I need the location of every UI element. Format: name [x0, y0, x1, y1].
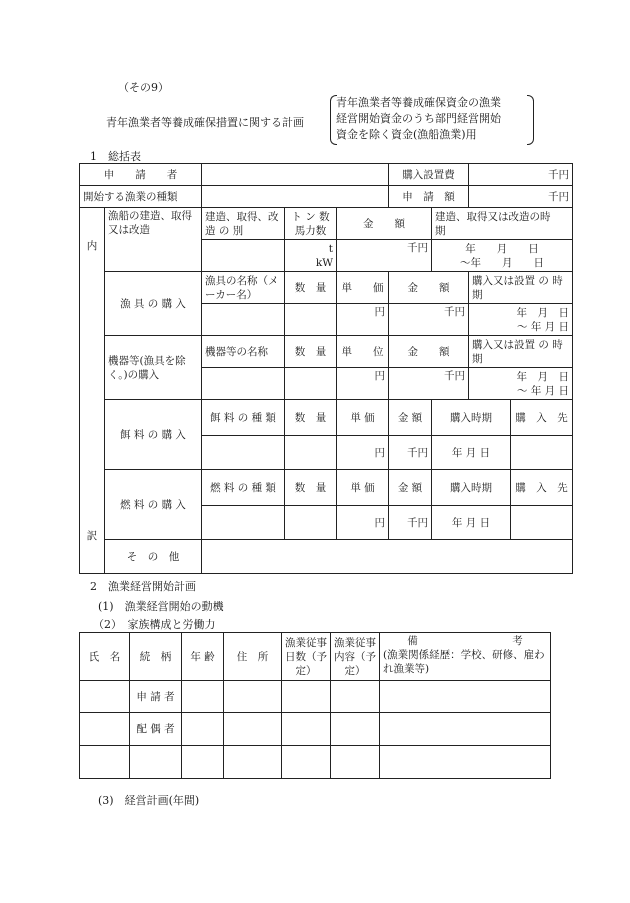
family-remarks-3[interactable]: [380, 746, 551, 779]
gear-qty-field[interactable]: [285, 304, 337, 336]
family-relation-applicant: 申 請 者: [130, 681, 182, 713]
section2-sub2: （2） 家族構成と労働力: [93, 618, 216, 631]
section2-heading: 2 漁業経営開始計画: [90, 580, 196, 593]
family-work-2[interactable]: [331, 713, 380, 746]
equip-col-unit: 単 位: [337, 336, 389, 368]
ship-col-type: 建造、取得、改 造 の 別: [202, 208, 285, 240]
family-days-1[interactable]: [282, 681, 331, 713]
bracket-line-2: 経営開始資金のうち部門経営開始: [336, 112, 501, 125]
equip-col-period: 購入又は設置 の 時 期: [469, 336, 573, 368]
applicability-bracket: [330, 95, 530, 145]
ship-type-field[interactable]: [202, 240, 285, 272]
feed-col-price: 単 価: [337, 400, 389, 436]
remarks-note: (漁業関係経歴：学校、研修、雇われ漁業等): [383, 649, 545, 675]
family-col-age: 年 齢: [182, 633, 224, 681]
equipment-label: 機器等(漁具を除く。)の購入: [105, 336, 202, 400]
equip-unit-field[interactable]: 円: [337, 368, 389, 400]
fuel-col-amount: 金 額: [389, 470, 432, 506]
ship-col-tonnage: ト ン 数 馬力数: [285, 208, 337, 240]
fuel-col-vendor: 購 入 先: [511, 470, 573, 506]
family-days-2[interactable]: [282, 713, 331, 746]
other-label: そ の 他: [105, 540, 202, 574]
plan-title: 青年漁業者等養成確保措置に関する計画: [106, 116, 304, 129]
family-col-address: 住 所: [224, 633, 282, 681]
fuel-price-field[interactable]: 円: [337, 506, 389, 540]
feed-amount-field[interactable]: 千円: [389, 436, 432, 470]
family-age-1[interactable]: [182, 681, 224, 713]
family-age-3[interactable]: [182, 746, 224, 779]
family-relation-spouse: 配 偶 者: [130, 713, 182, 746]
family-col-remarks: 備 考 (漁業関係経歴：学校、研修、雇われ漁業等): [380, 633, 551, 681]
family-address-3[interactable]: [224, 746, 282, 779]
fuel-col-qty: 数 量: [285, 470, 337, 506]
part-number: （その9）: [118, 81, 169, 94]
equip-col-name: 機器等の名称: [202, 336, 285, 368]
feed-col-vendor: 購 入 先: [511, 400, 573, 436]
ship-label: 漁船の建造、取得又は改造: [105, 208, 202, 272]
fuel-kind-field[interactable]: [202, 506, 285, 540]
fuel-amount-field[interactable]: 千円: [389, 506, 432, 540]
applicant-label: 申 請 者: [80, 164, 202, 186]
family-work-3[interactable]: [331, 746, 380, 779]
gear-col-qty: 数 量: [285, 272, 337, 304]
fuel-qty-field[interactable]: [285, 506, 337, 540]
gear-amount-field[interactable]: 千円: [389, 304, 469, 336]
fuel-vendor-field[interactable]: [511, 506, 573, 540]
fuel-col-kind: 燃 料 の 種 類: [202, 470, 285, 506]
family-remarks-1[interactable]: [380, 681, 551, 713]
family-relation-3[interactable]: [130, 746, 182, 779]
fishery-type-label: 開始する漁業の種類: [80, 186, 202, 208]
family-col-relation: 続 柄: [130, 633, 182, 681]
family-address-2[interactable]: [224, 713, 282, 746]
feed-label: 餌 料 の 購 入: [105, 400, 202, 470]
summary-table: [79, 163, 604, 574]
gear-col-period: 購入又は設置 の 時 期: [469, 272, 573, 304]
ship-period-field[interactable]: 年 月 日 ～年 月 日: [432, 240, 573, 272]
family-remarks-2[interactable]: [380, 713, 551, 746]
gear-col-price: 単 価: [337, 272, 389, 304]
gear-col-name: 漁具の名称（メーカー名）: [202, 272, 285, 304]
feed-col-time: 購入時期: [432, 400, 511, 436]
ship-col-period: 建造、取得又は改造の時 期: [432, 208, 573, 240]
family-age-2[interactable]: [182, 713, 224, 746]
applicant-field[interactable]: [202, 164, 389, 186]
feed-time-field[interactable]: 年 月 日: [432, 436, 511, 470]
equip-col-amount: 金 額: [389, 336, 469, 368]
gear-label: 漁 具 の 購 入: [105, 272, 202, 336]
purchase-cost-unit[interactable]: 千円: [469, 164, 573, 186]
family-name-2[interactable]: [80, 713, 130, 746]
family-address-1[interactable]: [224, 681, 282, 713]
fishery-type-field[interactable]: [202, 186, 389, 208]
breakdown-label: 内 訳: [80, 208, 105, 574]
feed-col-kind: 餌 料 の 種 類: [202, 400, 285, 436]
family-col-days: 漁業従事日数（予定）: [282, 633, 331, 681]
other-field[interactable]: [202, 540, 573, 574]
feed-qty-field[interactable]: [285, 436, 337, 470]
family-col-work: 漁業従事内容（予定）: [331, 633, 380, 681]
bracket-line-3: 資金を除く資金(漁船漁業)用: [336, 128, 477, 141]
fuel-time-field[interactable]: 年 月 日: [432, 506, 511, 540]
equip-amount-field[interactable]: 千円: [389, 368, 469, 400]
feed-col-amount: 金 額: [389, 400, 432, 436]
gear-period-field[interactable]: 年 月 日 ～ 年 月 日: [469, 304, 573, 336]
section2-sub3: (3) 経営計画(年間): [98, 794, 200, 807]
bracket-line-1: 青年漁業者等養成確保資金の漁業: [336, 96, 501, 109]
family-work-1[interactable]: [331, 681, 380, 713]
equip-name-field[interactable]: [202, 368, 285, 400]
purchase-cost-label: 購入設置費: [389, 164, 469, 186]
section1-heading: 1 総括表: [90, 150, 141, 163]
section2-sub1: (1) 漁業経営開始の動機: [98, 600, 224, 613]
feed-vendor-field[interactable]: [511, 436, 573, 470]
family-name-1[interactable]: [80, 681, 130, 713]
ship-amount-field[interactable]: 千円: [337, 240, 432, 272]
feed-col-qty: 数 量: [285, 400, 337, 436]
applied-amount-unit[interactable]: 千円: [469, 186, 573, 208]
gear-price-field[interactable]: 円: [337, 304, 389, 336]
gear-name-field[interactable]: [202, 304, 285, 336]
applied-amount-label: 申 請 額: [389, 186, 469, 208]
ship-col-amount: 金 額: [337, 208, 432, 240]
family-days-3[interactable]: [282, 746, 331, 779]
equip-qty-field[interactable]: [285, 368, 337, 400]
family-col-name: 氏 名: [80, 633, 130, 681]
feed-kind-field[interactable]: [202, 436, 285, 470]
ship-tonnage-field[interactable]: t kW: [285, 240, 337, 272]
feed-price-field[interactable]: 円: [337, 436, 389, 470]
equip-period-field[interactable]: 年 月 日 ～ 年 月 日: [469, 368, 573, 400]
family-name-3[interactable]: [80, 746, 130, 779]
family-table: [79, 632, 551, 779]
gear-col-amount: 金 額: [389, 272, 469, 304]
fuel-label: 燃 料 の 購 入: [105, 470, 202, 540]
equip-col-qty: 数 量: [285, 336, 337, 368]
fuel-col-price: 単 価: [337, 470, 389, 506]
fuel-col-time: 購入時期: [432, 470, 511, 506]
